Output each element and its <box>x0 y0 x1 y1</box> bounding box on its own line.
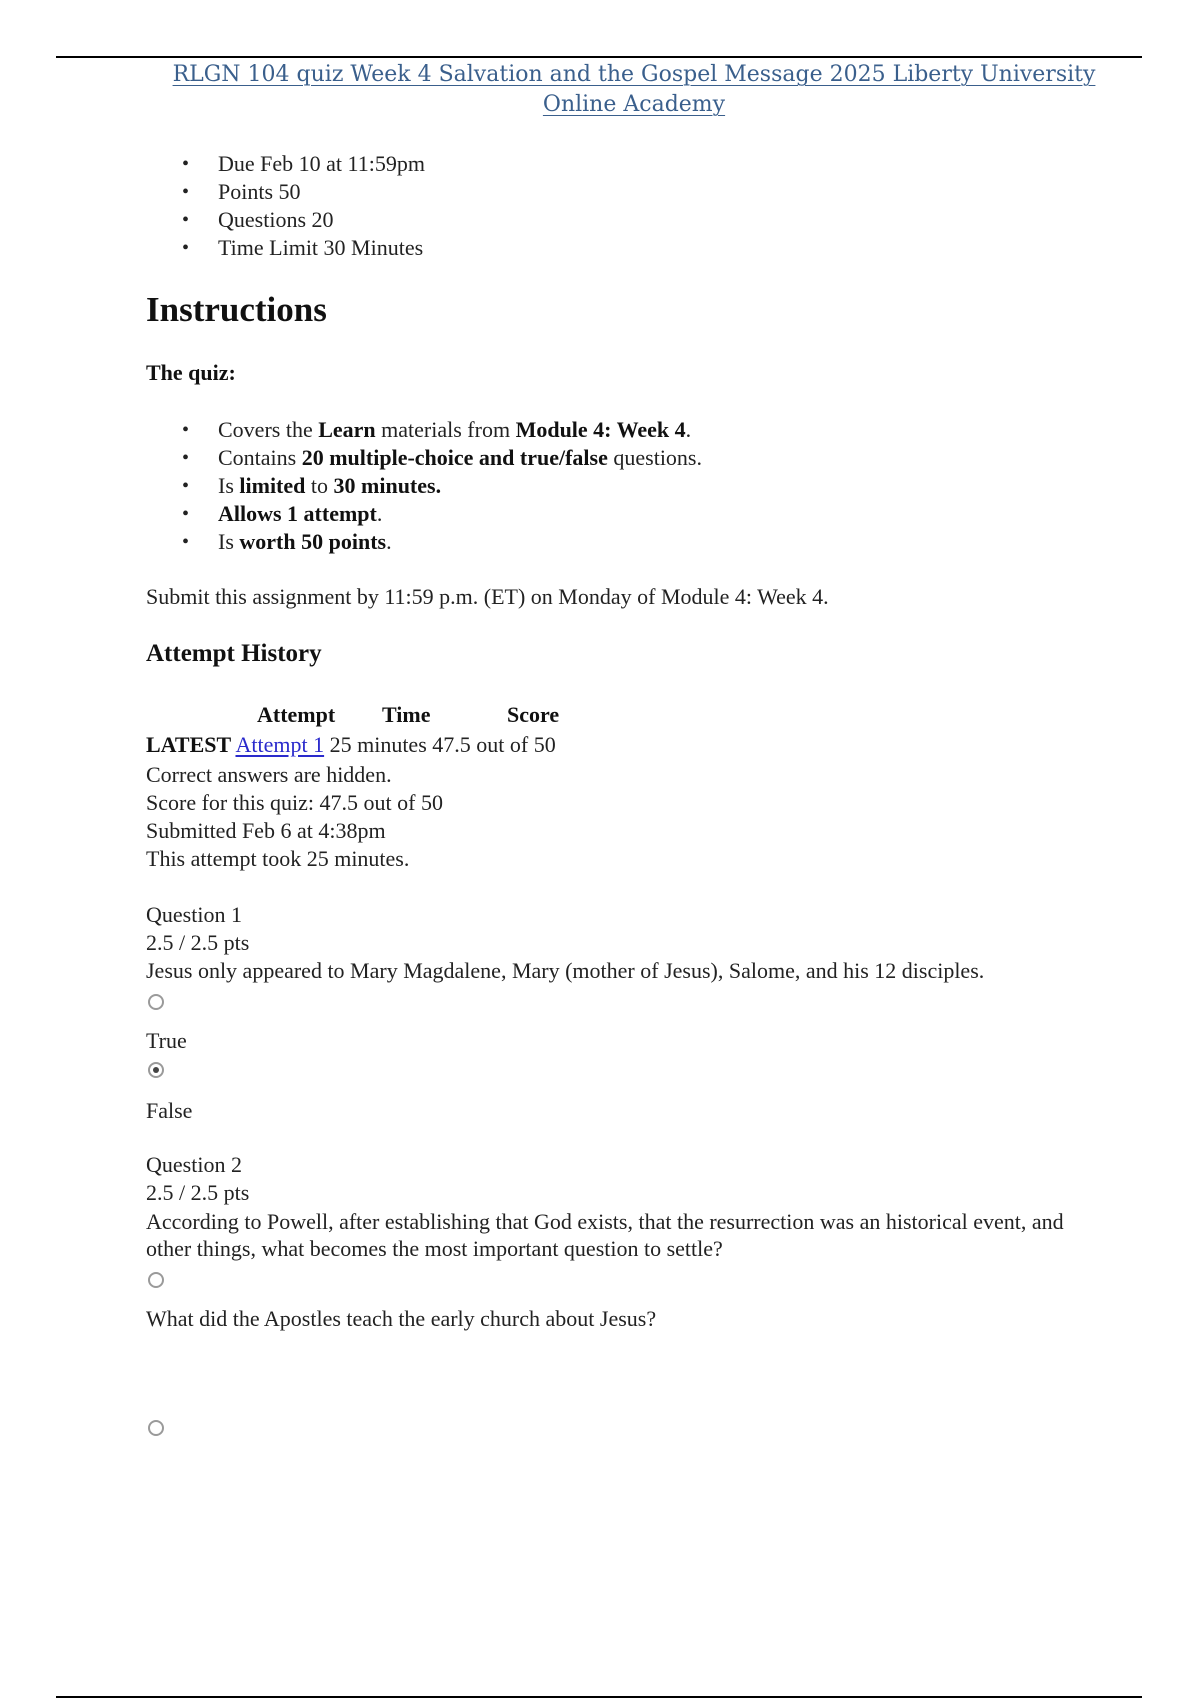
question-1-text: Jesus only appeared to Mary Magdalene, Mary (mother of Jesus), Salome, and his 12 disciples. <box>146 958 985 983</box>
question-2-text: According to Powell, after establishing that God exists, that the resurrection was an historical event, and other things, what becomes the most important question to settle? <box>146 1209 1064 1261</box>
question-1-option-false-radio[interactable] <box>148 1062 164 1078</box>
instruction-item: • Allows 1 attempt. <box>146 500 702 528</box>
quiz-intro: The quiz: <box>146 360 236 385</box>
points: • Points 50 <box>146 178 425 206</box>
answers-hidden-note: Correct answers are hidden. <box>146 762 392 787</box>
column-header-attempt: Attempt <box>257 702 336 727</box>
latest-label: LATEST <box>146 732 232 757</box>
document-title-link[interactable]: RLGN 104 quiz Week 4 Salvation and the Gospel Message 2025 Liberty University Online Academy <box>172 62 1096 117</box>
question-1-option-false-label: False <box>146 1098 193 1123</box>
time-limit: • Time Limit 30 Minutes <box>146 234 425 262</box>
quiz-details-list <box>146 150 425 262</box>
submit-note: Submit this assignment by 11:59 p.m. (ET) on Monday of Module 4: Week 4. <box>146 584 829 609</box>
question-1-label: Question 1 <box>146 902 242 927</box>
quiz-score: Score for this quiz: 47.5 out of 50 <box>146 790 443 815</box>
question-1-option-true-label: True <box>146 1028 187 1053</box>
attempt-history-heading: Attempt History <box>146 640 322 667</box>
instruction-item: • Is limited to 30 minutes. <box>146 472 702 500</box>
column-header-score: Score <box>507 702 560 727</box>
submitted-date: Submitted Feb 6 at 4:38pm <box>146 818 386 843</box>
question-2-points: 2.5 / 2.5 pts <box>146 1180 250 1205</box>
question-count: • Questions 20 <box>146 206 425 234</box>
question-1-option-true-radio[interactable] <box>148 994 164 1010</box>
question-2-option-1-label: What did the Apostles teach the early church about Jesus? <box>146 1306 657 1331</box>
attempt-score: 47.5 out of 50 <box>432 732 556 757</box>
due-date: • Due Feb 10 at 11:59pm <box>146 150 425 178</box>
question-1-points: 2.5 / 2.5 pts <box>146 930 250 955</box>
instructions-list <box>146 416 702 556</box>
bottom-rule <box>56 1696 1142 1698</box>
attempt-row <box>146 731 556 759</box>
instruction-item: • Is worth 50 points. <box>146 528 702 556</box>
question-2-label: Question 2 <box>146 1152 242 1177</box>
question-2-option-1-radio[interactable] <box>148 1272 164 1288</box>
column-header-time: Time <box>382 702 431 727</box>
instruction-item: • Covers the Learn materials from Module 4: Week 4. <box>146 416 702 444</box>
attempt-1-link[interactable]: Attempt 1 <box>235 732 325 757</box>
attempt-time: 25 minutes <box>329 732 427 757</box>
top-rule <box>56 56 1142 58</box>
question-2-option-2-radio[interactable] <box>148 1420 164 1436</box>
instructions-heading: Instructions <box>146 290 327 329</box>
instruction-item: • Contains 20 multiple-choice and true/false questions. <box>146 444 702 472</box>
attempt-duration: This attempt took 25 minutes. <box>146 846 410 871</box>
